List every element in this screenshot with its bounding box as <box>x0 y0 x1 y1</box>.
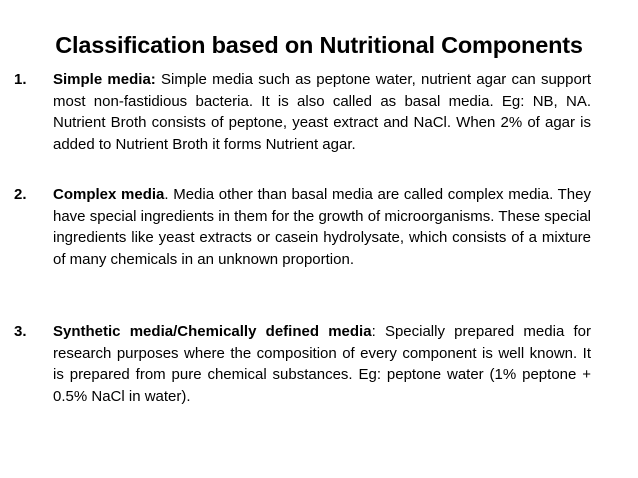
list-item-text: . Media other than basal media are called complex media. They have special ingredients in them for the growth of microorganisms. These special ingredients like yeast extracts or casein hydrolysate, which consists of a mixture of many chemicals in an unknown proportion. <box>53 186 591 268</box>
list-item-number: 2. <box>14 186 27 203</box>
list-item-paragraph <box>53 184 591 270</box>
list-item-number: 1. <box>14 71 27 88</box>
list-item-number: 3. <box>14 323 27 340</box>
list-item-term: Complex media <box>53 186 165 203</box>
list-item-term: Synthetic media/Chemically defined media <box>53 323 372 340</box>
list-item-term: Simple media: <box>53 71 156 88</box>
list-item-paragraph <box>53 321 591 407</box>
list-item-text: : Specially prepared media for research purposes where the composition of every component is well known. It is prepared from pure chemical substances. Eg: peptone water (1% peptone + 0.5% NaCl in water). <box>53 323 591 405</box>
page-title: Classification based on Nutritional Components <box>55 32 583 58</box>
list-item-paragraph <box>53 69 591 155</box>
list-item-text: Simple media such as peptone water, nutrient agar can support most non-fastidious bacteria. It is also called as basal media. Eg: NB, NA. Nutrient Broth consists of peptone, yeast extract and NaCl. When 2% of agar is added to Nutrient Broth it forms Nutrient agar. <box>53 71 591 153</box>
